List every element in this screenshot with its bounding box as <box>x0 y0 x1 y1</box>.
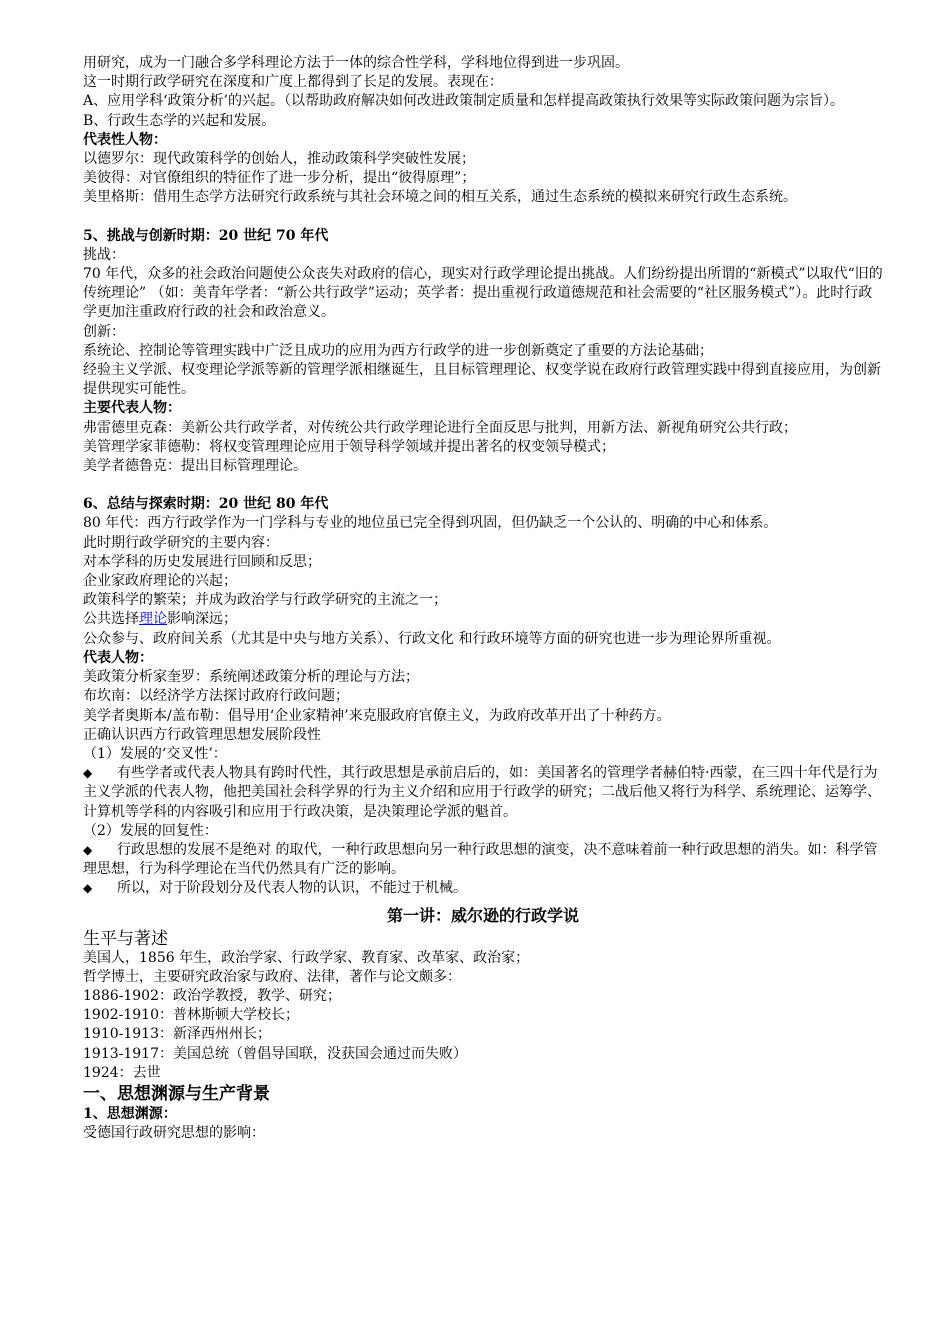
paragraph: 公众参与、政府间关系（尤其是中央与地方关系）、行政文化 和行政环境等方面的研究也进一步为理论界所重视。 <box>83 630 781 647</box>
timeline-item: 1902-1910：普林斯顿大学校长； <box>83 1007 299 1024</box>
paragraph: 美政策分析家奎罗：系统阐述政策分析的理论与方法； <box>83 669 419 686</box>
section-label: 主要代表人物： <box>83 400 181 417</box>
period-heading: 6、总结与探索时期：20 世纪 80 年代 <box>83 496 329 513</box>
paragraph: 哲学博士，主要研究政治家与政府、法律，著作与论文颇多： <box>83 968 461 985</box>
life-heading: 生平与著述 <box>83 928 168 949</box>
spacer <box>83 208 883 227</box>
paragraph: 美学者奥斯本/盖布勒：倡导用‘企业家精神’来克服政府官僚主义，为政府改革开出了十种药方。 <box>83 707 671 724</box>
paragraph: 此时期行政学研究的主要内容： <box>83 534 279 551</box>
document-page <box>83 54 883 1143</box>
paragraph: B、行政生态学的兴起和发展。 <box>83 112 276 129</box>
paragraph: （2）发展的回复性： <box>83 822 218 839</box>
bullet-text: 行政思想的发展不是绝对 的取代，一种行政思想向另一种行政思想的演变，决不意味着前一种行政思想的消失。如：科学管理思想，行为科学理论在当代仍然具有广泛的影响。 <box>83 841 878 878</box>
timeline-item: 1886-1902：政治学教授，教学、研究； <box>83 987 341 1004</box>
text-span: 公共选择 <box>83 611 139 628</box>
paragraph: 80 年代：西方行政学作为一门学科与专业的地位虽已完全得到巩固，但仍缺乏一个公认的、明确的中心和体系。 <box>83 515 778 532</box>
diamond-bullet-icon: ◆ <box>83 881 93 896</box>
paragraph: A、应用学科‘政策分析’的兴起。（以帮助政府解决如何改进政策制定质量和怎样提高政策执行效果等实际政策问题为宗旨）。 <box>83 93 845 110</box>
bullet-text: 有些学者或代表人物具有跨时代性，其行政思想是承前启后的，如：美国著名的管理学者赫伯特·西蒙，在三四十年代是行为主义学派的代表人物，他把美国社会科学界的行为主义介绍和应用于行政学的研究；二战后他又将行为科学、系统理论、运筹学、计算机等学科的内容吸引和应用于行政决策，是决策理论学派的魁首。 <box>83 765 881 820</box>
bullet-paragraph <box>83 879 883 898</box>
paragraph: 弗雷德里克森：美新公共行政学者，对传统公共行政学理论进行全面反思与批判，用新方法、新视角研究公共行政； <box>83 419 797 436</box>
timeline-item: 1924：去世 <box>83 1064 161 1081</box>
paragraph: 布坎南：以经济学方法探讨政府行政问题； <box>83 688 349 705</box>
paragraph: 创新： <box>83 323 125 340</box>
paragraph: 用研究，成为一门融合多学科理论方法于一体的综合性学科，学科地位得到进一步巩固。 <box>83 55 629 71</box>
diamond-bullet-icon: ◆ <box>83 842 93 857</box>
paragraph: 企业家政府理论的兴起； <box>83 573 237 590</box>
paragraph: 经验主义学派、权变理论学派等新的管理学派相继诞生，且目标管理理论、权变学说在政府行政管理实践中得到直接应用，为创新提供现实可能性。 <box>83 362 881 398</box>
subsection-heading: 1、思想渊源： <box>83 1105 177 1122</box>
text-span: 影响深远； <box>167 611 237 628</box>
paragraph: 系统论、控制论等管理实践中广泛且成功的应用为西方行政学的进一步创新奠定了重要的方法论基础； <box>83 342 713 359</box>
paragraph: 政策科学的繁荣；并成为政治学与行政学研究的主流之一； <box>83 592 447 609</box>
paragraph: （1）发展的‘交叉性’： <box>83 745 227 762</box>
paragraph <box>83 610 883 629</box>
section-label: 代表性人物： <box>83 131 167 148</box>
paragraph: 美学者德鲁克：提出目标管理理论。 <box>83 458 307 475</box>
paragraph: 正确认识西方行政管理思想发展阶段性 <box>83 726 321 743</box>
paragraph: 这一时期行政学研究在深度和广度上都得到了长足的发展。表现在： <box>83 74 503 91</box>
paragraph: 受德国行政研究思想的影响： <box>83 1125 265 1142</box>
paragraph: 美彼得：对官僚组织的特征作了进一步分析，提出“彼得原理”； <box>83 170 476 187</box>
lecture-title: 第一讲：威尔逊的行政学说 <box>386 905 579 925</box>
bullet-text: 所以，对于阶段划分及代表人物的认识，不能过于机械。 <box>117 880 467 897</box>
section-label: 代表人物： <box>83 649 153 666</box>
paragraph: 美国人，1856 年生，政治学家、行政学家、教育家、改革家、政治家； <box>83 949 530 966</box>
period-heading: 5、挑战与创新时期：20 世纪 70 年代 <box>83 227 329 244</box>
paragraph: 美管理学家菲德勒：将权变管理理论应用于领导科学领域并提出著名的权变领导模式； <box>83 438 615 455</box>
section-heading: 一、思想渊源与生产背景 <box>83 1083 270 1104</box>
timeline-item: 1910-1913：新泽西州州长； <box>83 1026 271 1043</box>
paragraph: 美里格斯：借用生态学方法研究行政系统与其社会环境之间的相互关系，通过生态系统的模拟来研究行政生态系统。 <box>83 189 797 206</box>
bullet-paragraph <box>83 841 883 879</box>
paragraph: 以德罗尔：现代政策科学的创始人，推动政策科学突破性发展； <box>83 151 475 168</box>
theory-link[interactable]: 理论 <box>139 611 167 628</box>
paragraph: 对本学科的历史发展进行回顾和反思； <box>83 553 321 570</box>
diamond-bullet-icon: ◆ <box>83 766 93 781</box>
spacer <box>83 476 883 495</box>
paragraph: 70 年代，众多的社会政治问题使公众丧失对政府的信心，现实对行政学理论提出挑战。人们纷纷提出所谓的“新模式”以取代“旧的传统理论” （如：美青年学者：“新公共行政学”运动；英学者：提出重视行政道德规范和社会需要的“社区服务模式”）。此时行政学更加注重政府行政的社会和政治意义。 <box>83 266 883 321</box>
timeline-item: 1913-1917：美国总统（曾倡导国联，没获国会通过而失败） <box>83 1045 467 1062</box>
paragraph: 挑战： <box>83 246 125 263</box>
bullet-paragraph <box>83 764 883 822</box>
